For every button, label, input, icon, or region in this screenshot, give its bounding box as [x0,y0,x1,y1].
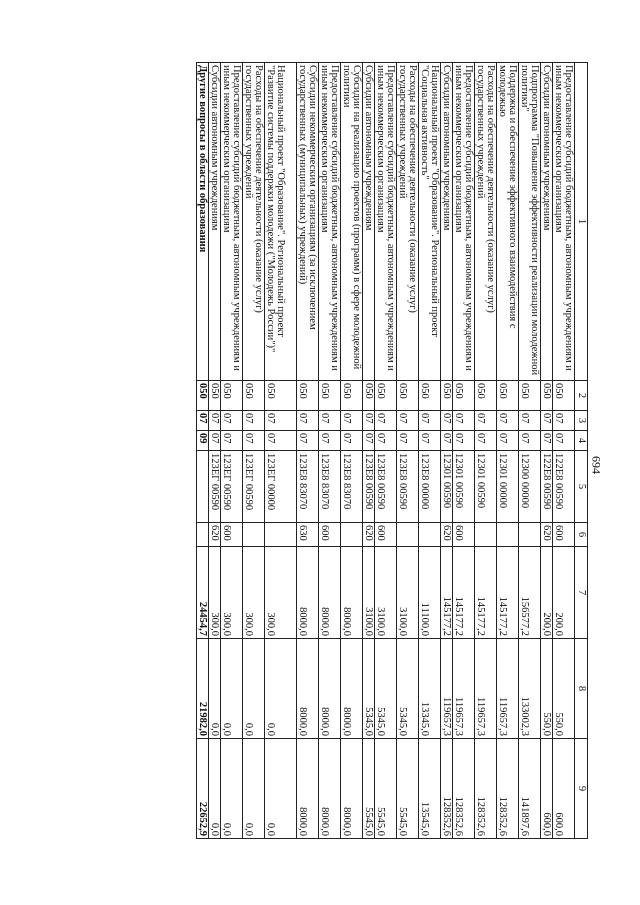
admin-code-cell: 050 [363,381,375,411]
amount-year1-cell: 300,0 [209,547,221,639]
expense-type-cell [265,523,297,547]
section-code-cell: 07 [475,411,497,431]
target-article-cell: 123Е8 00590 [397,451,419,523]
admin-code-cell: 050 [341,381,363,411]
admin-code-cell: 050 [519,381,541,411]
amount-year3-cell: 600,0 [553,739,575,839]
expense-type-cell: 600 [553,523,575,547]
table-row [541,63,553,839]
admin-code-cell: 050 [553,381,575,411]
admin-code-cell: 050 [397,381,419,411]
amount-year2-cell: 0,0 [221,639,243,739]
target-article-cell: 12301 00590 [453,451,475,523]
target-article-cell: 123ЕГ 00590 [209,451,221,523]
amount-year3-cell: 5545,0 [397,739,419,839]
subsection-code-cell: 07 [221,431,243,451]
row-name-cell: Предоставление субсидий бюджетным, автономным учреждениям и иным некоммерческим организациям [221,63,243,381]
subsection-code-cell: 07 [363,431,375,451]
section-code-cell: 07 [297,411,319,431]
header-cell-7: 7 [575,547,588,639]
amount-year2-cell: 8000,0 [341,639,363,739]
row-name-cell: Субсидии на реализацию проектов (программ) в сфере молодежной политики [341,63,363,381]
row-name-cell: Расходы на обеспечение деятельности (оказание услуг) государственных учреждений [475,63,497,381]
table-row [441,63,453,839]
table-row [375,63,397,839]
section-code-cell: 07 [397,411,419,431]
header-cell-3: 3 [575,411,588,431]
expense-type-cell: 620 [209,523,221,547]
amount-year3-cell: 5545,0 [363,739,375,839]
admin-code-cell: 050 [497,381,519,411]
section-code-cell: 07 [243,411,265,431]
target-article-cell: 123ЕГ 00590 [243,451,265,523]
section-code-cell: 07 [453,411,475,431]
expense-type-cell [341,523,363,547]
admin-code-cell: 050 [475,381,497,411]
target-article-cell: 123Е8 83070 [341,451,363,523]
subsection-code-cell: 07 [553,431,575,451]
header-cell-9: 9 [575,739,588,839]
subsection-code-cell: 07 [475,431,497,451]
amount-year2-cell: 0,0 [265,639,297,739]
section-code-cell: 07 [209,411,221,431]
subsection-code-cell: 07 [209,431,221,451]
admin-code-cell: 050 [297,381,319,411]
subsection-code-cell: 07 [265,431,297,451]
amount-year3-cell: 5545,0 [375,739,397,839]
table-row [363,63,375,839]
table-row [265,63,297,839]
amount-year1-cell: 145177,2 [441,547,453,639]
amount-year1-cell: 145177,2 [475,547,497,639]
row-name-cell: Расходы на обеспечение деятельности (оказание услуг) государственных учреждений [397,63,419,381]
amount-year1-cell: 145177,2 [497,547,519,639]
admin-code-cell: 050 [209,381,221,411]
table-header-row [575,63,588,839]
subsection-code-cell: 07 [419,431,441,451]
admin-code-cell: 050 [319,381,341,411]
amount-year3-cell: 8000,0 [341,739,363,839]
target-article-cell: 123Е8 00000 [419,451,441,523]
section-code-cell: 07 [419,411,441,431]
table-row [297,63,319,839]
admin-code-cell: 050 [243,381,265,411]
subsection-code-cell: 07 [319,431,341,451]
table-row [319,63,341,839]
amount-year2-cell: 119657,3 [497,639,519,739]
expense-type-cell [397,523,419,547]
amount-year3-cell: 8000,0 [297,739,319,839]
subsection-code-cell: 07 [453,431,475,451]
header-cell-8: 8 [575,639,588,739]
target-article-cell: 12301 00590 [441,451,453,523]
amount-year1-cell: 24454,7 [197,547,209,639]
amount-year1-cell: 156577,2 [519,547,541,639]
target-article-cell: 122Е8 00590 [541,451,553,523]
amount-year3-cell: 600,0 [541,739,553,839]
section-code-cell: 07 [197,411,209,431]
row-name-cell: Подпрограмма "Повышение эффективности реализации молодежной политики" [519,63,541,381]
row-name-cell: Субсидии автономным учреждениям [541,63,553,381]
table-row [475,63,497,839]
amount-year3-cell: 128352,6 [441,739,453,839]
amount-year1-cell: 300,0 [243,547,265,639]
admin-code-cell: 050 [221,381,243,411]
target-article-cell: 123ЕГ 00590 [221,451,243,523]
subsection-code-cell: 07 [519,431,541,451]
section-code-cell: 07 [519,411,541,431]
section-code-cell: 07 [553,411,575,431]
header-cell-4: 4 [575,431,588,451]
table-row [553,63,575,839]
section-code-cell: 07 [363,411,375,431]
subsection-code-cell: 09 [197,431,209,451]
amount-year2-cell: 119657,3 [441,639,453,739]
budget-table [196,62,588,839]
table-row [397,63,419,839]
table-row [243,63,265,839]
row-name-cell: Расходы на обеспечение деятельности (оказание услуг) государственных учреждений [243,63,265,381]
table-row [519,63,541,839]
amount-year2-cell: 13345,0 [419,639,441,739]
amount-year2-cell: 0,0 [209,639,221,739]
amount-year2-cell: 550,0 [541,639,553,739]
amount-year2-cell: 119657,3 [475,639,497,739]
amount-year2-cell: 133002,3 [519,639,541,739]
subsection-code-cell: 07 [497,431,519,451]
target-article-cell: 12300 00000 [519,451,541,523]
table-row [221,63,243,839]
row-name-cell: Предоставление субсидий бюджетным, автономным учреждениям и иным некоммерческим организациям [319,63,341,381]
table-row [209,63,221,839]
amount-year2-cell: 8000,0 [297,639,319,739]
amount-year3-cell: 0,0 [221,739,243,839]
amount-year2-cell: 21982,0 [197,639,209,739]
expense-type-cell: 620 [441,523,453,547]
amount-year1-cell: 11100,0 [419,547,441,639]
amount-year3-cell: 128352,6 [497,739,519,839]
section-code-cell: 07 [375,411,397,431]
row-name-cell: Национальный проект "Образование". Региональный проект "Развитие системы поддержки молодежи ("Молодежь России")" [265,63,297,381]
row-name-cell: Национальный проект "Образование". Региональный проект "Социальная активность" [419,63,441,381]
amount-year3-cell: 128352,6 [453,739,475,839]
expense-type-cell: 630 [297,523,319,547]
amount-year3-cell: 128352,6 [475,739,497,839]
table-row [497,63,519,839]
amount-year2-cell: 5345,0 [397,639,419,739]
amount-year3-cell: 13545,0 [419,739,441,839]
amount-year2-cell: 5345,0 [375,639,397,739]
section-code-cell: 07 [441,411,453,431]
target-article-cell [197,451,209,523]
subsection-code-cell: 07 [441,431,453,451]
target-article-cell: 123Е8 83070 [297,451,319,523]
amount-year1-cell: 8000,0 [341,547,363,639]
table-row [341,63,363,839]
admin-code-cell: 050 [453,381,475,411]
row-name-cell: Предоставление субсидий бюджетным, автономным учреждениям и иным некоммерческим организациям [553,63,575,381]
amount-year1-cell: 8000,0 [319,547,341,639]
section-code-cell: 07 [497,411,519,431]
amount-year2-cell: 8000,0 [319,639,341,739]
target-article-cell: 12301 00590 [475,451,497,523]
admin-code-cell: 050 [265,381,297,411]
subsection-code-cell: 07 [341,431,363,451]
section-code-cell: 07 [265,411,297,431]
target-article-cell: 12301 00000 [497,451,519,523]
amount-year3-cell: 22652,9 [197,739,209,839]
expense-type-cell [497,523,519,547]
table-row [197,63,209,839]
expense-type-cell [197,523,209,547]
amount-year1-cell: 3100,0 [363,547,375,639]
subsection-code-cell: 07 [397,431,419,451]
amount-year1-cell: 8000,0 [297,547,319,639]
amount-year1-cell: 3100,0 [375,547,397,639]
amount-year2-cell: 0,0 [243,639,265,739]
row-name-cell: Поддержка и обеспечение эффективного взаимодействия с молодежью [497,63,519,381]
amount-year1-cell: 300,0 [265,547,297,639]
admin-code-cell: 050 [541,381,553,411]
amount-year2-cell: 119657,3 [453,639,475,739]
row-name-cell: Субсидии автономным учреждениям [209,63,221,381]
row-name-cell: Предоставление субсидий бюджетным, автономным учреждениям и иным некоммерческим организациям [453,63,475,381]
row-name-cell: Другие вопросы в области образования [197,63,209,381]
target-article-cell: 123Е8 83070 [319,451,341,523]
section-code-cell: 07 [341,411,363,431]
amount-year3-cell: 0,0 [209,739,221,839]
subsection-code-cell: 07 [243,431,265,451]
row-name-cell: Субсидии автономным учреждениям [363,63,375,381]
subsection-code-cell: 07 [541,431,553,451]
amount-year3-cell: 0,0 [243,739,265,839]
target-article-cell: 123Е8 00590 [363,451,375,523]
target-article-cell: 123Е8 00590 [375,451,397,523]
subsection-code-cell: 07 [375,431,397,451]
expense-type-cell: 600 [375,523,397,547]
amount-year1-cell: 3100,0 [397,547,419,639]
expense-type-cell: 620 [363,523,375,547]
amount-year2-cell: 5345,0 [363,639,375,739]
amount-year1-cell: 300,0 [221,547,243,639]
section-code-cell: 07 [541,411,553,431]
budget-table-container [196,62,588,838]
header-cell-5: 5 [575,451,588,523]
expense-type-cell [475,523,497,547]
row-name-cell: Субсидии автономным учреждениям [441,63,453,381]
admin-code-cell: 050 [375,381,397,411]
table-row [453,63,475,839]
admin-code-cell: 050 [441,381,453,411]
amount-year3-cell: 8000,0 [319,739,341,839]
amount-year3-cell: 0,0 [265,739,297,839]
amount-year2-cell: 550,0 [553,639,575,739]
header-cell-1: 1 [575,63,588,381]
section-code-cell: 07 [319,411,341,431]
expense-type-cell: 600 [319,523,341,547]
header-cell-6: 6 [575,523,588,547]
target-article-cell: 123ЕГ 00000 [265,451,297,523]
amount-year1-cell: 200,0 [553,547,575,639]
row-name-cell: Субсидии некоммерческим организациям (за исключением государственных (муниципальных) учреждений) [297,63,319,381]
target-article-cell: 122Е8 00590 [553,451,575,523]
admin-code-cell: 050 [419,381,441,411]
header-cell-2: 2 [575,381,588,411]
admin-code-cell: 050 [197,381,209,411]
expense-type-cell: 600 [453,523,475,547]
expense-type-cell [243,523,265,547]
section-code-cell: 07 [221,411,243,431]
expense-type-cell: 620 [541,523,553,547]
page-number: 694 [589,456,604,474]
amount-year1-cell: 200,0 [541,547,553,639]
row-name-cell: Предоставление субсидий бюджетным, автономным учреждениям и иным некоммерческим организациям [375,63,397,381]
expense-type-cell: 600 [221,523,243,547]
subsection-code-cell: 07 [297,431,319,451]
amount-year3-cell: 141897,6 [519,739,541,839]
expense-type-cell [519,523,541,547]
table-row [419,63,441,839]
amount-year1-cell: 145177,2 [453,547,475,639]
expense-type-cell [419,523,441,547]
